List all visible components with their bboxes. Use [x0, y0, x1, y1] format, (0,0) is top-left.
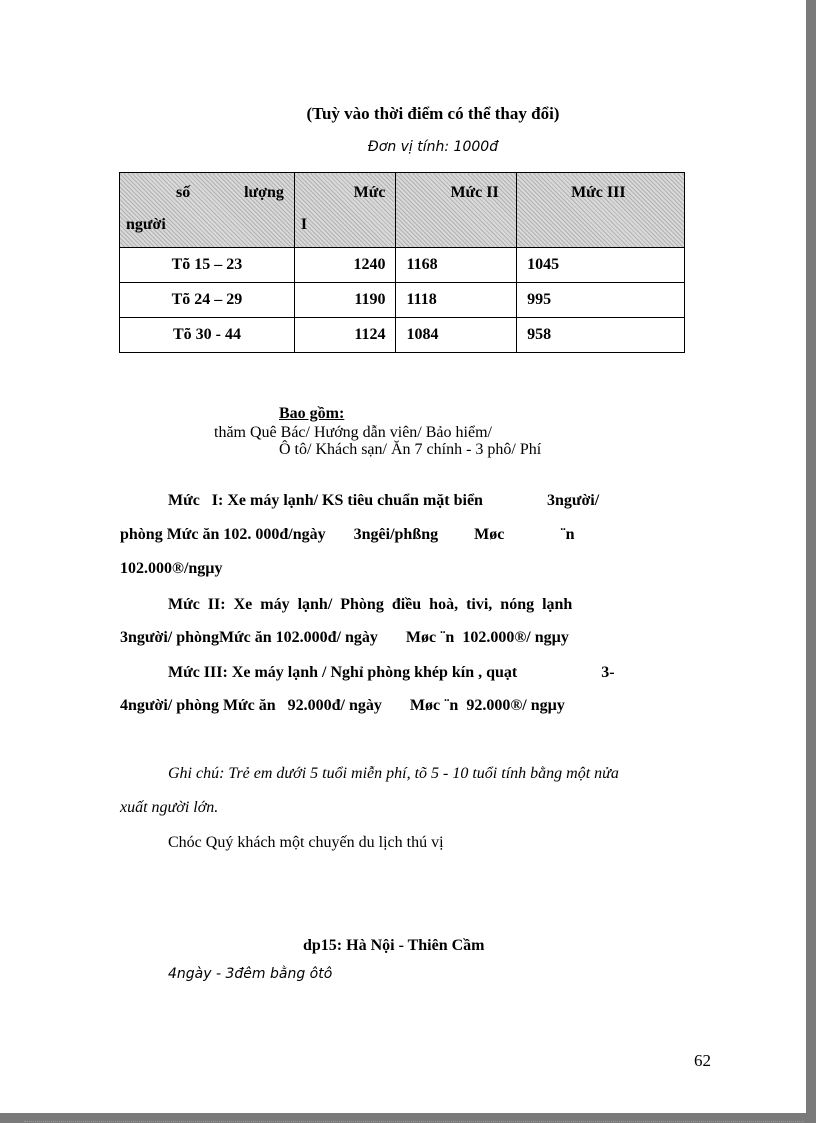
header-level-3: Mức III [517, 173, 685, 248]
price-table [119, 172, 685, 353]
table-row: Tõ 30 - 44 1124 1084 958 [120, 318, 685, 353]
note-line-1: Ghi chú: Trẻ em dưới 5 tuổi miễn phí, tõ 5 - 10 tuổi tính bằng một nửa [168, 765, 619, 782]
table-row: Tõ 15 – 23 1240 1168 1045 [120, 248, 685, 283]
level-2-line-2: 3người/ phòngMức ăn 102.000đ/ ngày Møc ¨n 102.000®/ ngµy [120, 629, 569, 646]
next-tour-subtitle: 4ngày - 3đêm bằng ôtô [168, 966, 333, 982]
level-1-line-2: phòng Mức ăn 102. 000đ/ngày 3ngêi/phßng Møc ¨n [120, 526, 575, 543]
table-header-row [120, 173, 685, 248]
level-2-line-1: Mức II: Xe máy lạnh/ Phòng điều hoà, tivi, nóng lạnh [168, 596, 573, 613]
price-note-title: (Tuỳ vào thời điểm có thể thay đổi) [306, 104, 560, 123]
level-3-line-1: Mức III: Xe máy lạnh / Nghỉ phòng khép kín , quạt 3- [168, 664, 615, 681]
includes-items: Ô tô/ Khách sạn/ Ăn 7 chính - 3 phô/ Phí [279, 441, 542, 458]
page-number: 62 [694, 1051, 711, 1070]
greeting: Chóc Quý khách một chuyến du lịch thú vị [168, 834, 444, 851]
level-3-line-2: 4người/ phòng Mức ăn 92.000đ/ ngày Møc ¨n 92.000®/ ngµy [120, 697, 565, 714]
includes-line-2: thăm Quê Bác/ Hướng dẫn viên/ Bảo hiểm/ [214, 424, 492, 441]
level-1-line-1: Mức I: Xe máy lạnh/ KS tiêu chuẩn mặt biển 3người/ [168, 492, 600, 509]
currency-unit: Đơn vị tính: 1000đ [367, 139, 499, 155]
page-border-dotted [24, 1121, 804, 1122]
header-group-size: số lượng người [120, 173, 295, 248]
next-tour-title: dp15: Hà Nội - Thiên Cầm [303, 937, 485, 954]
table-row: Tõ 24 – 29 1190 1118 995 [120, 283, 685, 318]
note-line-2: xuất người lớn. [120, 799, 219, 816]
includes-label: Bao gồm: [279, 405, 345, 422]
header-level-1: Mức I [294, 173, 396, 248]
level-1-line-3: 102.000®/ngµy [120, 560, 223, 577]
page-shadow-right [806, 0, 816, 1123]
header-level-2: Mức II [396, 173, 517, 248]
